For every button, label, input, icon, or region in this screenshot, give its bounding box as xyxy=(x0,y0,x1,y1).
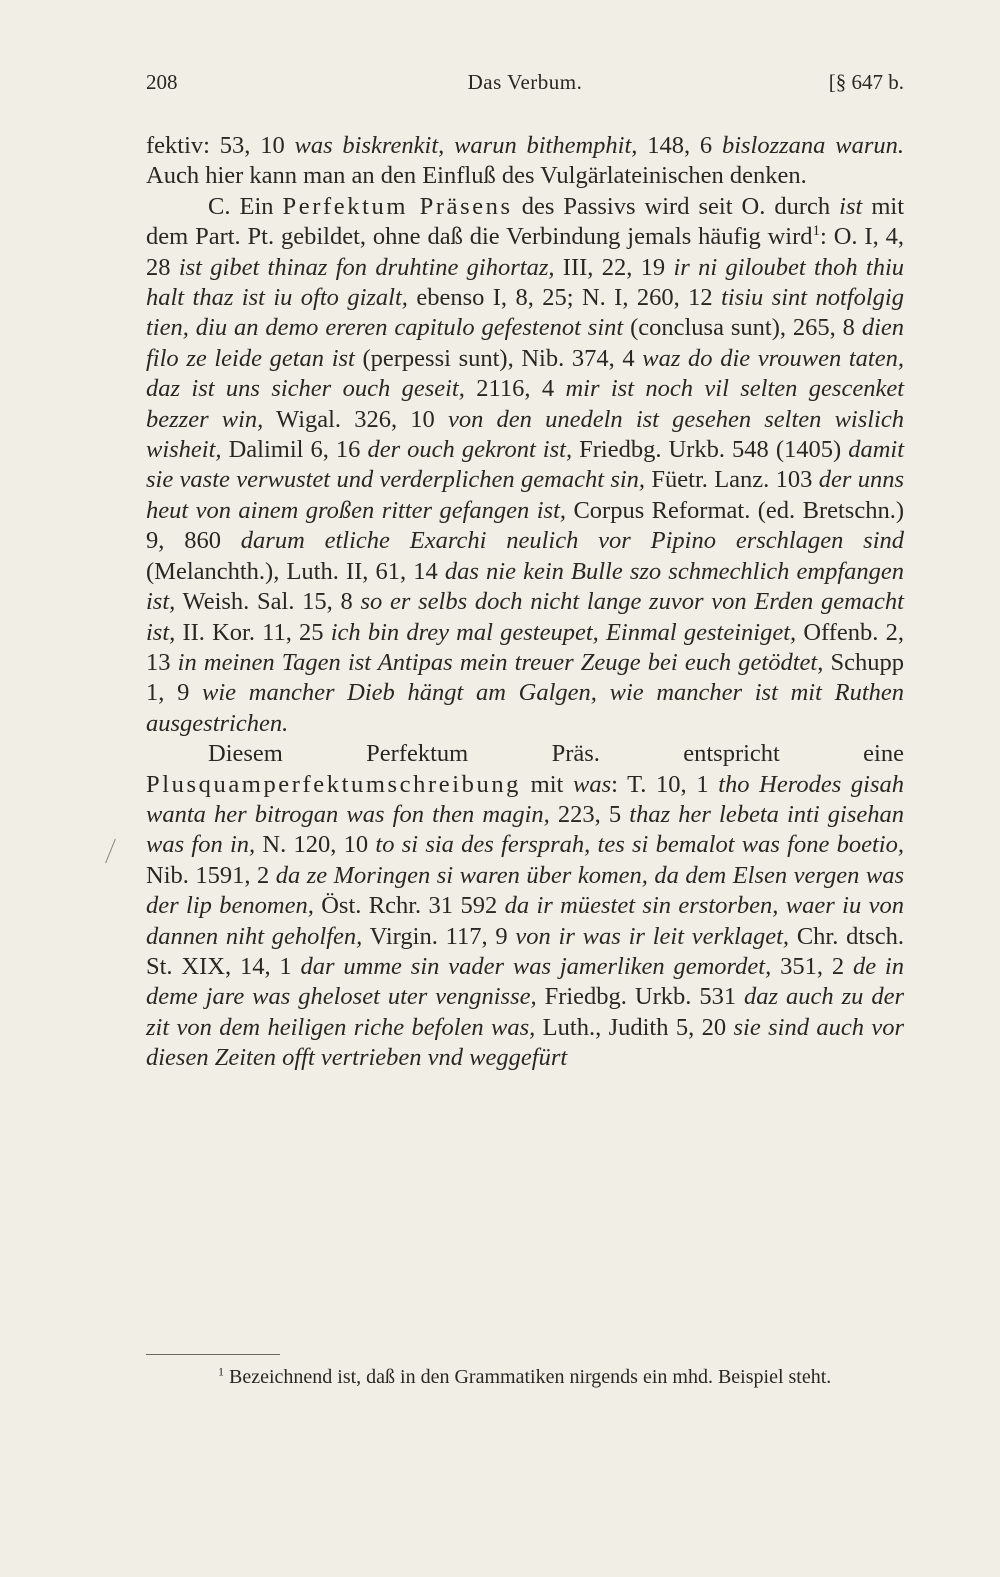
page-number: 208 xyxy=(146,70,178,94)
italic-citation: sie sind auch vor diesen Zeiten offt vertrieben vnd weggefürt xyxy=(146,1013,905,1072)
text-run: Friedbg. Urkb. 548 (1405) xyxy=(572,436,849,464)
italic-citation: tisiu sint notfolgig tien, diu an demo ereren capitulo gefestenot sint xyxy=(146,284,904,342)
italic-citation: mir ist noch vil selten gescenket bezzer win, xyxy=(146,375,904,433)
text-run: Wigal. 326, 10 xyxy=(263,405,448,433)
italic-citation: der ouch gekront ist, xyxy=(367,436,573,464)
text-run: 148, 6 xyxy=(637,132,722,159)
text-run: Corpus Reformat. (ed. Bretschn.) 9, 860 xyxy=(146,496,904,555)
text-run: Friedbg. Urkb. 531 xyxy=(536,983,745,1011)
main-text xyxy=(146,131,904,1074)
italic-citation: ich bin drey mal gesteupet, Einmal gesteiniget, xyxy=(330,618,797,646)
text-run: (perpessi sunt), Nib. 374, 4 xyxy=(354,344,643,372)
text-run: Dalimil 6, 16 xyxy=(221,436,368,464)
text-run: : O. I, 4, 28 xyxy=(146,223,904,281)
italic-citation: dar umme sin vader was jamerliken gemordet, xyxy=(300,952,772,980)
text-run: C. Ein xyxy=(208,192,283,220)
text-run: 2116, 4 xyxy=(464,375,566,403)
italic-citation: thaz her lebeta inti gisehan was fon in, xyxy=(146,800,904,859)
italic-citation: von ir was ir leit verklaget, xyxy=(515,922,790,950)
footnote-marker: 1 xyxy=(218,1364,224,1379)
running-title: Das Verbum. xyxy=(467,70,583,94)
italic-citation: in meinen Tagen ist Antipas mein treuer Zeuge bei euch getödtet, xyxy=(177,648,824,676)
text-run: Füetr. Lanz. 103 xyxy=(645,466,819,494)
spaced-term: Plusquamperfektumschreibung xyxy=(146,770,522,798)
text-run: ebenso I, 8, 25; N. I, 260, 12 xyxy=(407,284,722,312)
italic-citation: wie mancher Dieb hängt am Galgen, wie mancher ist mit Ruthen ausgestrichen. xyxy=(146,679,904,737)
italic-citation: damit sie vaste verwustet und verderplichen gemacht sin, xyxy=(146,436,904,494)
text-run: (Melanchth.), Luth. II, 61, 14 xyxy=(146,557,445,585)
italic-citation: daz auch zu der zit von dem heiligen riche befolen was, xyxy=(146,983,904,1041)
paragraph xyxy=(146,131,904,192)
text-run: Offenb. 2, 13 xyxy=(146,618,904,676)
spaced-term: Perfektum Präsens xyxy=(282,192,513,220)
italic-citation: ist gibet thinaz fon druhtine gihortaz, xyxy=(178,253,555,281)
italic-citation: da ze Moringen si waren über komen, da dem Elsen vergen was der lip benomen, xyxy=(146,861,904,920)
text-run: N. 120, 10 xyxy=(255,831,376,859)
footnote-text: Bezeichnend ist, daß in den Grammatiken nirgends ein mhd. Beispiel steht. xyxy=(229,1366,832,1388)
italic-citation: was biskrenkit, warun bithemphit, xyxy=(294,132,638,159)
text-run: III, 22, 19 xyxy=(554,253,674,281)
section-reference: [§ 647 b. xyxy=(828,70,904,94)
paragraph xyxy=(146,739,904,1073)
footnote-reference: 1 xyxy=(812,223,821,240)
text-run: 223, 5 xyxy=(549,800,630,828)
italic-citation: so er selbs doch nicht lange zuvor von Erden gemacht ist, xyxy=(146,588,904,646)
text-run: Virgin. 117, 9 xyxy=(362,922,516,950)
paragraph xyxy=(146,192,904,739)
italic-citation: waz do die vrouwen taten, daz ist uns sicher ouch geseit, xyxy=(146,344,904,403)
italic-citation: de in deme jare was gheloset uter vengnisse, xyxy=(146,952,904,1011)
text-run: Chr. dtsch. St. XIX, 14, 1 xyxy=(146,922,904,980)
text-run: des Passivs wird seit O. durch xyxy=(512,192,840,220)
footnote xyxy=(146,1364,904,1390)
italic-citation: da ir müestet sin erstorben, waer iu von dannen niht geholfen, xyxy=(146,892,904,950)
text-run: : T. 10, 1 xyxy=(611,770,719,798)
text-run: Weish. Sal. 15, 8 xyxy=(175,588,361,616)
text-run: Nib. 1591, 2 xyxy=(146,861,276,889)
text-run: Luth., Judith 5, 20 xyxy=(535,1013,734,1041)
text-run: Auch hier kann man an den Einfluß des Vulgärlateinischen denken. xyxy=(146,162,807,190)
footnote-rule xyxy=(146,1354,280,1355)
text-run: fektiv: 53, 10 xyxy=(146,132,295,159)
text-run: 351, 2 xyxy=(771,952,853,980)
italic-citation: tho Herodes gisah wanta her bitrogan was fon then magin, xyxy=(146,770,905,828)
margin-pencil-mark xyxy=(105,839,116,863)
text-run: mit xyxy=(521,770,573,798)
italic-citation: bislozzana warun. xyxy=(721,132,904,159)
text-run: (conclusa sunt), 265, 8 xyxy=(623,314,862,342)
italic-citation: darum etliche Exarchi neulich vor Pipino erschlagen sind xyxy=(240,527,904,555)
italic-citation: das nie kein Bulle szo schmechlich empfangen ist, xyxy=(146,557,904,616)
text-run: Öst. Rchr. 31 592 xyxy=(313,892,505,920)
italic-citation: ist xyxy=(839,192,863,220)
italic-citation: von den unedeln ist gesehen selten wislich wisheit, xyxy=(146,405,904,464)
italic-citation: to si sia des fersprah, tes si bemalot was fone boetio, xyxy=(375,831,904,859)
text-run: Schupp 1, 9 xyxy=(146,648,905,707)
italic-citation: dien filo ze leide getan ist xyxy=(146,314,904,372)
italic-citation: ir ni giloubet thoh thiu halt thaz ist iu ofto gizalt, xyxy=(146,253,905,312)
text-run: II. Kor. 11, 25 xyxy=(175,618,331,646)
footnote-paragraph xyxy=(146,1364,904,1390)
italic-citation: was xyxy=(573,770,612,798)
text-run: mit dem Part. Pt. gebildet, ohne daß die Verbindung jemals häufig wird xyxy=(146,192,905,251)
text-run: Diesem Perfektum Präs. entspricht eine xyxy=(208,740,904,768)
italic-citation: der unns heut von ainem großen ritter gefangen ist, xyxy=(146,466,905,524)
running-header xyxy=(146,70,904,104)
